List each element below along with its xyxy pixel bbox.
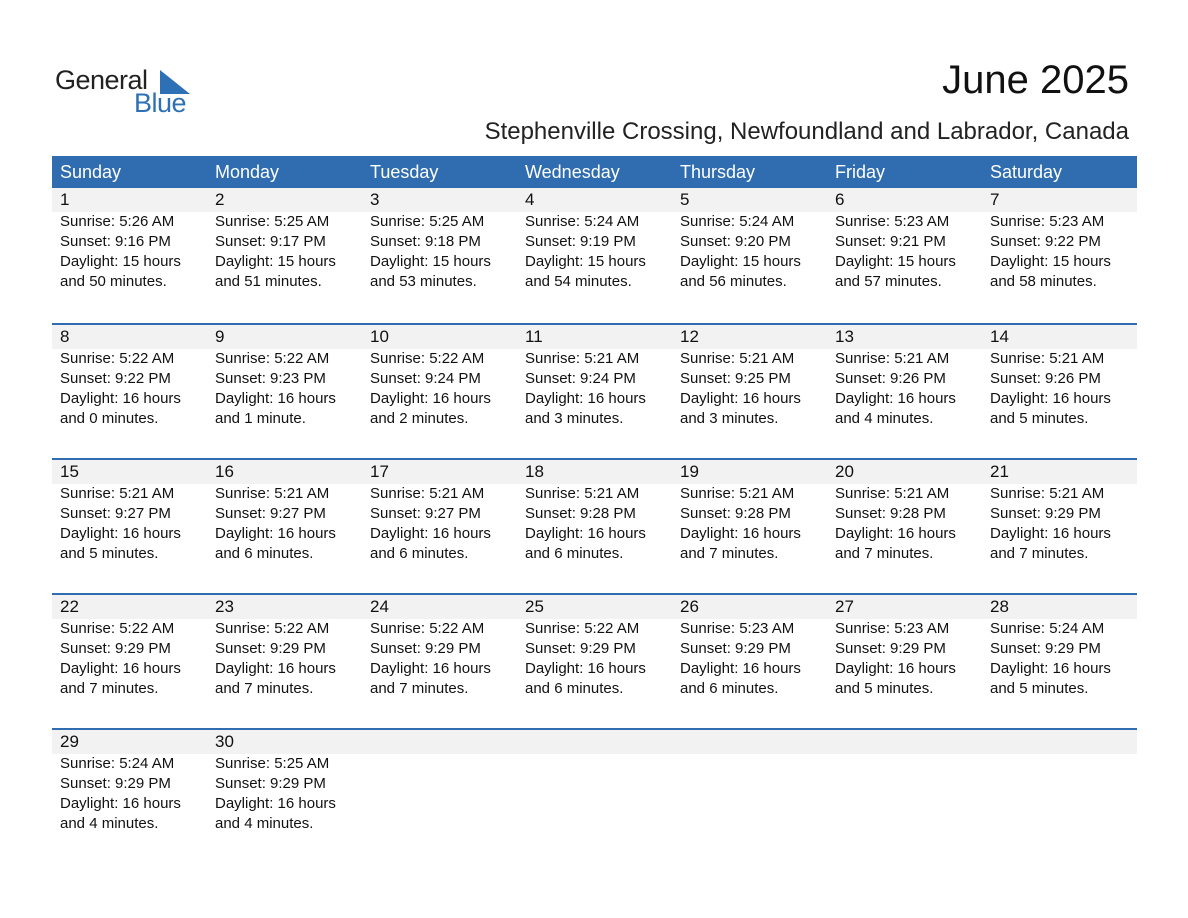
day-number: 21: [990, 462, 1009, 481]
day-number: 7: [990, 190, 1000, 209]
sunset-time: Sunset: 9:29 PM: [990, 640, 1101, 657]
day-cell: [52, 188, 207, 292]
sunset-time: Sunset: 9:27 PM: [60, 505, 171, 522]
daylight-minutes: and 50 minutes.: [60, 273, 167, 290]
day-number: 1: [60, 190, 70, 209]
sunset-time: Sunset: 9:21 PM: [835, 233, 946, 250]
daylight-minutes: and 6 minutes.: [525, 545, 624, 562]
day-cell: [517, 188, 672, 292]
logo: [55, 62, 215, 122]
empty-day-cell: [672, 730, 827, 834]
sunrise-time: Sunrise: 5:26 AM: [60, 213, 175, 230]
sunrise-time: Sunrise: 5:22 AM: [60, 620, 175, 637]
sunset-time: Sunset: 9:19 PM: [525, 233, 636, 250]
daylight-minutes: and 4 minutes.: [215, 815, 314, 832]
sunrise-time: Sunrise: 5:23 AM: [990, 213, 1105, 230]
daylight-hours: Daylight: 15 hours: [60, 253, 181, 270]
sunset-time: Sunset: 9:29 PM: [370, 640, 481, 657]
day-number: 2: [215, 190, 225, 209]
daylight-hours: Daylight: 16 hours: [525, 525, 646, 542]
daylight-minutes: and 5 minutes.: [990, 680, 1089, 697]
day-cell: [827, 460, 982, 564]
day-cell: [362, 460, 517, 564]
day-number: 4: [525, 190, 535, 209]
sunrise-time: Sunrise: 5:23 AM: [835, 213, 950, 230]
sunrise-time: Sunrise: 5:21 AM: [835, 350, 950, 367]
empty-day-cell: [982, 730, 1137, 834]
daylight-minutes: and 4 minutes.: [835, 410, 934, 427]
sunrise-time: Sunrise: 5:22 AM: [60, 350, 175, 367]
sunrise-time: Sunrise: 5:21 AM: [370, 485, 485, 502]
daylight-minutes: and 7 minutes.: [215, 680, 314, 697]
logo-blue-text: Blue: [134, 88, 187, 118]
day-cell: [362, 595, 517, 699]
day-cell: [362, 325, 517, 429]
sunset-time: Sunset: 9:17 PM: [215, 233, 326, 250]
daylight-minutes: and 5 minutes.: [835, 680, 934, 697]
weekday-tuesday: Tuesday: [370, 162, 439, 182]
week-days: [52, 188, 1137, 292]
daylight-hours: Daylight: 16 hours: [215, 525, 336, 542]
daylight-hours: Daylight: 16 hours: [835, 390, 956, 407]
daylight-hours: Daylight: 16 hours: [990, 390, 1111, 407]
daylight-hours: Daylight: 16 hours: [525, 390, 646, 407]
daylight-minutes: and 54 minutes.: [525, 273, 632, 290]
sunset-time: Sunset: 9:18 PM: [370, 233, 481, 250]
sunset-time: Sunset: 9:29 PM: [215, 775, 326, 792]
daylight-minutes: and 53 minutes.: [370, 273, 477, 290]
sunrise-time: Sunrise: 5:25 AM: [215, 755, 330, 772]
daylight-hours: Daylight: 15 hours: [370, 253, 491, 270]
location-subtitle: Stephenville Crossing, Newfoundland and Labrador, Canada: [484, 118, 1129, 145]
daylight-hours: Daylight: 15 hours: [680, 253, 801, 270]
week-days: [52, 595, 1137, 699]
day-number: 27: [835, 597, 854, 616]
daylight-hours: Daylight: 16 hours: [680, 525, 801, 542]
daylight-hours: Daylight: 15 hours: [835, 253, 956, 270]
daylight-hours: Daylight: 16 hours: [680, 390, 801, 407]
day-number: 25: [525, 597, 544, 616]
day-cell: [207, 595, 362, 699]
sunrise-time: Sunrise: 5:21 AM: [525, 485, 640, 502]
sunset-time: Sunset: 9:23 PM: [215, 370, 326, 387]
daylight-hours: Daylight: 15 hours: [990, 253, 1111, 270]
day-number: 26: [680, 597, 699, 616]
calendar-week: [52, 458, 1137, 593]
sunrise-time: Sunrise: 5:21 AM: [990, 350, 1105, 367]
day-number: 23: [215, 597, 234, 616]
day-cell: [672, 460, 827, 564]
empty-day-cell: [362, 730, 517, 834]
sunrise-time: Sunrise: 5:21 AM: [990, 485, 1105, 502]
daylight-minutes: and 58 minutes.: [990, 273, 1097, 290]
empty-day-cell: [827, 730, 982, 834]
sunset-time: Sunset: 9:29 PM: [835, 640, 946, 657]
day-cell: [362, 188, 517, 292]
day-cell: [52, 460, 207, 564]
sunrise-time: Sunrise: 5:21 AM: [60, 485, 175, 502]
daylight-hours: Daylight: 16 hours: [60, 525, 181, 542]
calendar-week: [52, 323, 1137, 458]
sunrise-time: Sunrise: 5:22 AM: [215, 350, 330, 367]
daylight-minutes: and 7 minutes.: [990, 545, 1089, 562]
daylight-minutes: and 3 minutes.: [680, 410, 779, 427]
sunrise-time: Sunrise: 5:21 AM: [680, 350, 795, 367]
daylight-minutes: and 56 minutes.: [680, 273, 787, 290]
day-cell: [982, 460, 1137, 564]
calendar-week: [52, 593, 1137, 728]
day-number: 11: [525, 327, 543, 346]
daylight-hours: Daylight: 16 hours: [370, 525, 491, 542]
sunset-time: Sunset: 9:24 PM: [370, 370, 481, 387]
day-cell: [517, 595, 672, 699]
weekday-saturday: Saturday: [990, 162, 1063, 182]
day-cell: [982, 325, 1137, 429]
sunset-time: Sunset: 9:28 PM: [680, 505, 791, 522]
daylight-minutes: and 0 minutes.: [60, 410, 159, 427]
day-number: 17: [370, 462, 389, 481]
sunset-time: Sunset: 9:29 PM: [680, 640, 791, 657]
week-days: [52, 325, 1137, 429]
sunset-time: Sunset: 9:22 PM: [60, 370, 171, 387]
day-cell: [207, 730, 362, 834]
day-number: 18: [525, 462, 544, 481]
day-cell: [982, 595, 1137, 699]
day-number: 28: [990, 597, 1009, 616]
sunrise-time: Sunrise: 5:21 AM: [835, 485, 950, 502]
sunset-time: Sunset: 9:20 PM: [680, 233, 791, 250]
day-number: 13: [835, 327, 854, 346]
daylight-minutes: and 2 minutes.: [370, 410, 469, 427]
calendar-weeks: [52, 188, 1137, 863]
daylight-minutes: and 7 minutes.: [835, 545, 934, 562]
sunrise-time: Sunrise: 5:22 AM: [370, 350, 485, 367]
sunrise-time: Sunrise: 5:24 AM: [990, 620, 1105, 637]
daylight-hours: Daylight: 16 hours: [60, 660, 181, 677]
sunset-time: Sunset: 9:25 PM: [680, 370, 791, 387]
day-number: 19: [680, 462, 699, 481]
daylight-hours: Daylight: 16 hours: [370, 390, 491, 407]
day-number: 5: [680, 190, 690, 209]
day-number: 20: [835, 462, 854, 481]
day-number: 22: [60, 597, 79, 616]
sunset-time: Sunset: 9:29 PM: [990, 505, 1101, 522]
sunset-time: Sunset: 9:27 PM: [370, 505, 481, 522]
daylight-hours: Daylight: 16 hours: [835, 660, 956, 677]
daylight-minutes: and 57 minutes.: [835, 273, 942, 290]
sunrise-time: Sunrise: 5:21 AM: [680, 485, 795, 502]
daylight-minutes: and 6 minutes.: [370, 545, 469, 562]
day-cell: [52, 325, 207, 429]
weekday-friday: Friday: [835, 162, 886, 182]
day-cell: [207, 325, 362, 429]
sunset-time: Sunset: 9:28 PM: [835, 505, 946, 522]
sunrise-time: Sunrise: 5:21 AM: [215, 485, 330, 502]
day-number: 14: [990, 327, 1009, 346]
daylight-hours: Daylight: 16 hours: [990, 660, 1111, 677]
sunrise-time: Sunrise: 5:25 AM: [215, 213, 330, 230]
daylight-hours: Daylight: 16 hours: [215, 795, 336, 812]
daylight-hours: Daylight: 15 hours: [525, 253, 646, 270]
sunrise-time: Sunrise: 5:23 AM: [835, 620, 950, 637]
daylight-hours: Daylight: 16 hours: [835, 525, 956, 542]
daylight-hours: Daylight: 16 hours: [370, 660, 491, 677]
day-cell: [207, 460, 362, 564]
daylight-minutes: and 7 minutes.: [680, 545, 779, 562]
daylight-minutes: and 4 minutes.: [60, 815, 159, 832]
sunrise-time: Sunrise: 5:23 AM: [680, 620, 795, 637]
sunset-time: Sunset: 9:27 PM: [215, 505, 326, 522]
daylight-minutes: and 5 minutes.: [60, 545, 159, 562]
sunrise-time: Sunrise: 5:24 AM: [680, 213, 795, 230]
day-number: 24: [370, 597, 389, 616]
daylight-minutes: and 6 minutes.: [680, 680, 779, 697]
sunrise-time: Sunrise: 5:24 AM: [525, 213, 640, 230]
sunrise-time: Sunrise: 5:25 AM: [370, 213, 485, 230]
daylight-minutes: and 6 minutes.: [525, 680, 624, 697]
sunrise-time: Sunrise: 5:22 AM: [215, 620, 330, 637]
calendar: [52, 156, 1137, 863]
day-number: 12: [680, 327, 699, 346]
day-number: 16: [215, 462, 234, 481]
day-number: 9: [215, 327, 225, 346]
daylight-hours: Daylight: 16 hours: [215, 660, 336, 677]
day-cell: [827, 595, 982, 699]
day-number: 6: [835, 190, 845, 209]
day-cell: [672, 595, 827, 699]
day-cell: [827, 188, 982, 292]
sunrise-time: Sunrise: 5:24 AM: [60, 755, 175, 772]
day-cell: [672, 188, 827, 292]
day-cell: [672, 325, 827, 429]
sunset-time: Sunset: 9:26 PM: [835, 370, 946, 387]
day-number: 8: [60, 327, 70, 346]
week-days: [52, 730, 1137, 834]
sunset-time: Sunset: 9:22 PM: [990, 233, 1101, 250]
daylight-hours: Daylight: 16 hours: [990, 525, 1111, 542]
sunset-time: Sunset: 9:26 PM: [990, 370, 1101, 387]
daylight-minutes: and 3 minutes.: [525, 410, 624, 427]
daylight-minutes: and 6 minutes.: [215, 545, 314, 562]
daylight-hours: Daylight: 16 hours: [60, 795, 181, 812]
weekday-monday: Monday: [215, 162, 280, 182]
calendar-week: [52, 728, 1137, 863]
calendar-week: [52, 188, 1137, 323]
daylight-minutes: and 5 minutes.: [990, 410, 1089, 427]
day-cell: [517, 460, 672, 564]
logo-general-text: General: [55, 65, 148, 95]
daylight-hours: Daylight: 16 hours: [60, 390, 181, 407]
day-number: 29: [60, 732, 79, 751]
sunset-time: Sunset: 9:29 PM: [60, 640, 171, 657]
day-cell: [52, 730, 207, 834]
weekday-wednesday: Wednesday: [525, 162, 620, 182]
week-days: [52, 460, 1137, 564]
daylight-minutes: and 7 minutes.: [60, 680, 159, 697]
sunset-time: Sunset: 9:28 PM: [525, 505, 636, 522]
sunrise-time: Sunrise: 5:22 AM: [370, 620, 485, 637]
day-number: 30: [215, 732, 234, 751]
day-cell: [517, 325, 672, 429]
weekday-thursday: Thursday: [680, 162, 756, 182]
sunrise-time: Sunrise: 5:21 AM: [525, 350, 640, 367]
sunset-time: Sunset: 9:16 PM: [60, 233, 171, 250]
weekday-sunday: Sunday: [60, 162, 122, 182]
day-number: 3: [370, 190, 380, 209]
day-cell: [982, 188, 1137, 292]
weekday-header: [52, 156, 1137, 188]
daylight-hours: Daylight: 16 hours: [680, 660, 801, 677]
sunset-time: Sunset: 9:29 PM: [525, 640, 636, 657]
day-cell: [52, 595, 207, 699]
daylight-hours: Daylight: 16 hours: [525, 660, 646, 677]
day-cell: [827, 325, 982, 429]
daylight-minutes: and 51 minutes.: [215, 273, 322, 290]
daylight-hours: Daylight: 15 hours: [215, 253, 336, 270]
sunrise-time: Sunrise: 5:22 AM: [525, 620, 640, 637]
sunset-time: Sunset: 9:29 PM: [60, 775, 171, 792]
daylight-minutes: and 7 minutes.: [370, 680, 469, 697]
daylight-hours: Daylight: 16 hours: [215, 390, 336, 407]
day-number: 10: [370, 327, 389, 346]
day-cell: [207, 188, 362, 292]
empty-day-cell: [517, 730, 672, 834]
sunset-time: Sunset: 9:24 PM: [525, 370, 636, 387]
sunset-time: Sunset: 9:29 PM: [215, 640, 326, 657]
daylight-minutes: and 1 minute.: [215, 410, 306, 427]
day-number: 15: [60, 462, 79, 481]
page-title: June 2025: [942, 58, 1129, 102]
